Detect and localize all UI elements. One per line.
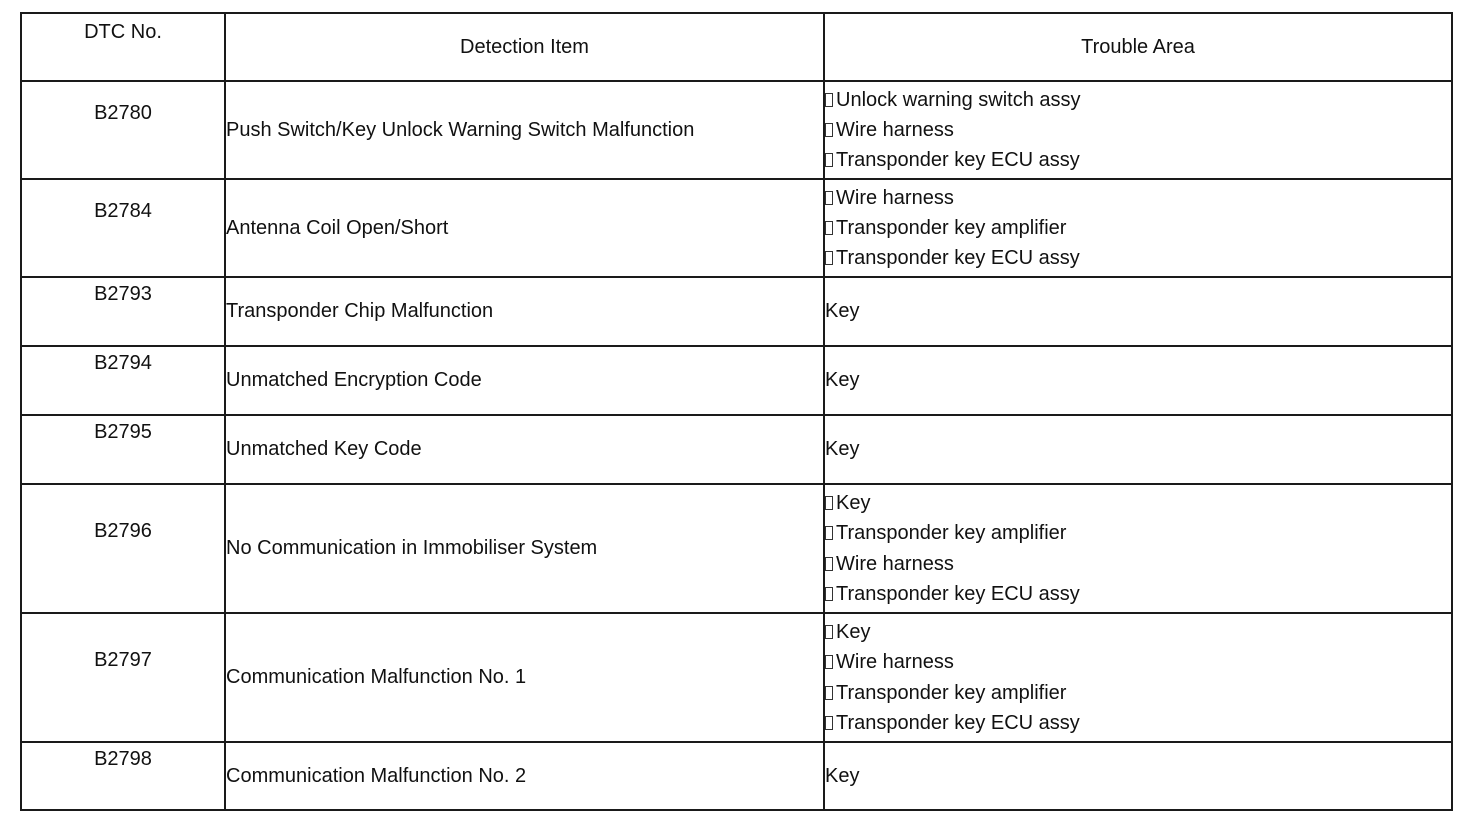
trouble-area-list (825, 296, 1451, 326)
trouble-area-item (825, 549, 1451, 579)
table-row (21, 484, 1452, 613)
checkbox-bullet-icon (825, 655, 833, 669)
dtc-cell (21, 415, 225, 484)
detection-item-cell: Communication Malfunction No. 2 (225, 742, 824, 810)
trouble-area-list (825, 183, 1451, 274)
trouble-area-text: Wire harness (836, 552, 954, 575)
trouble-area-item (825, 579, 1451, 609)
trouble-area-item (825, 708, 1451, 738)
checkbox-bullet-icon (825, 587, 833, 601)
trouble-area-text: Key (836, 620, 871, 643)
trouble-area-text: Key (825, 438, 860, 461)
table-row (21, 415, 1452, 484)
trouble-area-item (825, 647, 1451, 677)
dtc-code: B2798 (94, 748, 152, 770)
table-row (21, 742, 1452, 810)
trouble-area-item (825, 296, 1451, 326)
checkbox-bullet-icon (825, 557, 833, 571)
header-dtc-no-label: DTC No. (84, 21, 162, 43)
trouble-area-text: Transponder key ECU assy (836, 711, 1080, 734)
trouble-area-item (825, 434, 1451, 464)
detection-item-cell: Unmatched Key Code (225, 415, 824, 484)
trouble-area-item (825, 243, 1451, 273)
trouble-area-item (825, 518, 1451, 548)
dtc-cell (21, 613, 225, 742)
trouble-area-item (825, 617, 1451, 647)
trouble-area-cell (824, 484, 1452, 613)
trouble-area-list (825, 85, 1451, 176)
trouble-area-cell (824, 346, 1452, 415)
dtc-table (20, 12, 1453, 811)
trouble-area-list (825, 434, 1451, 464)
dtc-code: B2793 (94, 283, 152, 305)
checkbox-bullet-icon (825, 153, 833, 167)
trouble-area-text: Wire harness (836, 651, 954, 674)
checkbox-bullet-icon (825, 686, 833, 700)
dtc-code: B2795 (94, 421, 152, 443)
detection-item-cell: Push Switch/Key Unlock Warning Switch Malfunction (225, 81, 824, 179)
table-row (21, 277, 1452, 346)
trouble-area-text: Key (825, 300, 860, 323)
trouble-area-list (825, 488, 1451, 609)
dtc-code: B2780 (94, 102, 152, 124)
trouble-area-text: Wire harness (836, 186, 954, 209)
table-body (21, 81, 1452, 810)
dtc-cell (21, 742, 225, 810)
trouble-area-item (825, 183, 1451, 213)
trouble-area-item (825, 488, 1451, 518)
dtc-code: B2797 (94, 649, 152, 671)
table-row (21, 613, 1452, 742)
trouble-area-cell (824, 179, 1452, 277)
header-trouble-area: Trouble Area (824, 13, 1452, 81)
dtc-cell (21, 81, 225, 179)
detection-item-cell: Unmatched Encryption Code (225, 346, 824, 415)
trouble-area-text: Transponder key ECU assy (836, 582, 1080, 605)
dtc-code: B2796 (94, 520, 152, 542)
checkbox-bullet-icon (825, 496, 833, 510)
checkbox-bullet-icon (825, 625, 833, 639)
trouble-area-cell (824, 81, 1452, 179)
trouble-area-list (825, 617, 1451, 738)
dtc-cell (21, 346, 225, 415)
checkbox-bullet-icon (825, 526, 833, 540)
trouble-area-item (825, 145, 1451, 175)
detection-item-cell: Communication Malfunction No. 1 (225, 613, 824, 742)
checkbox-bullet-icon (825, 716, 833, 730)
trouble-area-text: Transponder key ECU assy (836, 247, 1080, 270)
checkbox-bullet-icon (825, 221, 833, 235)
trouble-area-item (825, 115, 1451, 145)
dtc-code: B2784 (94, 200, 152, 222)
trouble-area-item (825, 365, 1451, 395)
trouble-area-text: Key (825, 764, 860, 787)
trouble-area-text: Transponder key ECU assy (836, 149, 1080, 172)
trouble-area-text: Wire harness (836, 118, 954, 141)
table-row (21, 346, 1452, 415)
header-dtc-no (21, 13, 225, 81)
table-header-row (21, 13, 1452, 81)
trouble-area-cell (824, 415, 1452, 484)
trouble-area-text: Unlock warning switch assy (836, 88, 1081, 111)
trouble-area-text: Transponder key amplifier (836, 681, 1067, 704)
trouble-area-item (825, 761, 1451, 791)
trouble-area-text: Transponder key amplifier (836, 522, 1067, 545)
table-row (21, 179, 1452, 277)
trouble-area-item (825, 213, 1451, 243)
detection-item-cell: Antenna Coil Open/Short (225, 179, 824, 277)
dtc-cell (21, 484, 225, 613)
checkbox-bullet-icon (825, 123, 833, 137)
dtc-cell (21, 179, 225, 277)
trouble-area-list (825, 365, 1451, 395)
dtc-cell (21, 277, 225, 346)
detection-item-cell: Transponder Chip Malfunction (225, 277, 824, 346)
checkbox-bullet-icon (825, 93, 833, 107)
trouble-area-list (825, 761, 1451, 791)
dtc-code: B2794 (94, 352, 152, 374)
trouble-area-cell (824, 277, 1452, 346)
trouble-area-item (825, 678, 1451, 708)
trouble-area-text: Key (825, 369, 860, 392)
header-detection-item: Detection Item (225, 13, 824, 81)
checkbox-bullet-icon (825, 251, 833, 265)
trouble-area-text: Transponder key amplifier (836, 216, 1067, 239)
trouble-area-cell (824, 613, 1452, 742)
trouble-area-text: Key (836, 491, 871, 514)
detection-item-cell: No Communication in Immobiliser System (225, 484, 824, 613)
table-row (21, 81, 1452, 179)
trouble-area-item (825, 85, 1451, 115)
checkbox-bullet-icon (825, 191, 833, 205)
trouble-area-cell (824, 742, 1452, 810)
